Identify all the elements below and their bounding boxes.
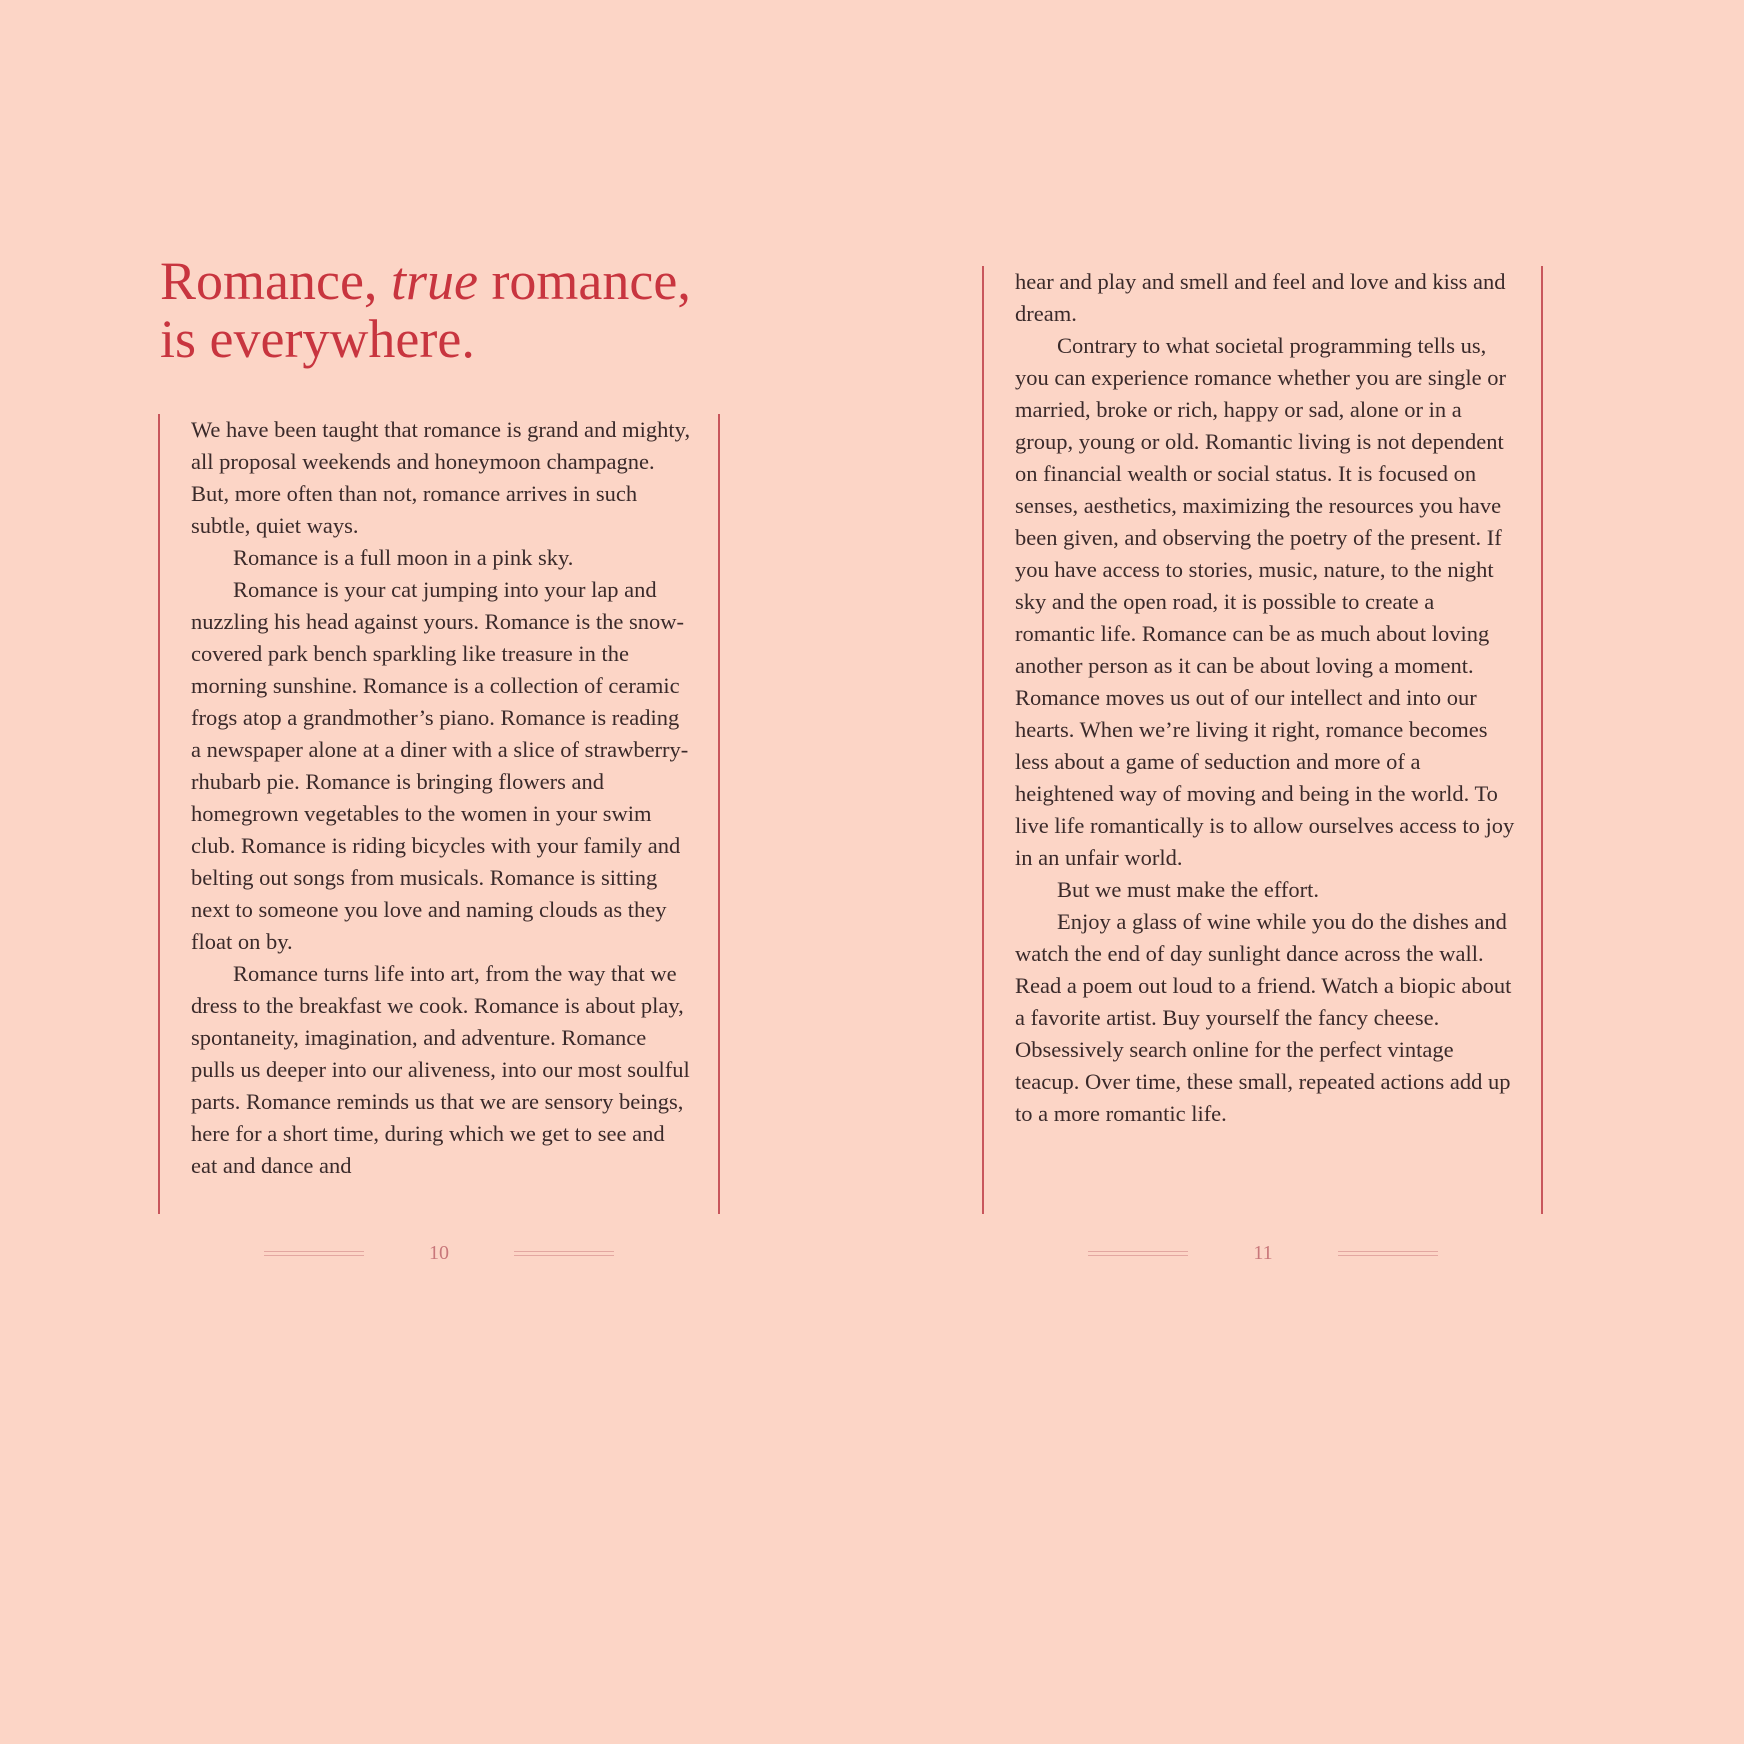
left-paragraph-4: Romance turns life into art, from the way that we dress to the breakfast we cook. Romance is about play, spontaneity, imagination, and adventure. Romance pulls us deeper into our aliveness, into our most soulful parts. Romance reminds us that we are sensory beings, here for a short time, during which we get to see and eat and dance and (191, 961, 690, 1178)
left-paragraph-2: Romance is a full moon in a pink sky. (233, 545, 574, 570)
left-column-left-rule (158, 414, 160, 1214)
left-paragraph-1: We have been taught that romance is grand and mighty, all proposal weekends and honeymoon champagne. But, more often than not, romance arrives in such subtle, quiet ways. (191, 417, 691, 538)
heading-emphasis: true (390, 251, 478, 311)
left-column-right-rule (718, 414, 720, 1214)
heading-line2: is everywhere. (160, 309, 475, 369)
chapter-heading (160, 252, 760, 368)
heading-line1-end: romance, (477, 251, 691, 311)
page-number: 10 (429, 1241, 449, 1264)
right-paragraph-2: Contrary to what societal programming tells us, you can experience romance whether you are single or married, broke or rich, happy or sad, alone or in a group, young or old. Romantic living is not dependent on financial wealth or social status. It is focused on senses, aesthetics, maximizing the resources you have been given, and observing the poetry of the present. If you have access to stories, music, nature, to the night sky and the open road, it is possible to create a romantic life. Romance can be as much about loving another person as it can be about loving a moment. Romance moves us out of our intellect and into our hearts. When we’re living it right, romance becomes less about a game of seduction and more of a heightened way of moving and being in the world. To live life romantically is to allow ourselves access to joy in an unfair world. (1015, 333, 1515, 870)
folio-left-ornament (264, 1251, 364, 1256)
folio-right-ornament (514, 1251, 614, 1256)
left-page-folio (264, 1240, 614, 1266)
right-paragraph-4: Enjoy a glass of wine while you do the dishes and watch the end of day sunlight dance across the wall. Read a poem out loud to a friend. Watch a biopic about a favorite artist. Buy yourself the fancy cheese. Obsessively search online for the perfect vintage teacup. Over time, these small, repeated actions add up to a more romantic life. (1015, 909, 1512, 1126)
right-paragraph-1: hear and play and smell and feel and love and kiss and dream. (1015, 269, 1506, 326)
right-column-right-rule (1541, 266, 1543, 1214)
left-paragraph-3: Romance is your cat jumping into your lap and nuzzling his head against yours. Romance is the snow-covered park bench sparkling like treasure in the morning sunshine. Romance is a collection of ceramic frogs atop a grandmother’s piano. Romance is reading a newspaper alone at a diner with a slice of strawberry-rhubarb pie. Romance is bringing flowers and homegrown vegetables to the women in your swim club. Romance is riding bicycles with your family and belting out songs from musicals. Romance is sitting next to someone you love and naming clouds as they float on by. (191, 577, 689, 954)
right-body-text (1015, 266, 1515, 1130)
folio-right-ornament (1338, 1251, 1438, 1256)
right-page-folio (1088, 1240, 1438, 1266)
right-column-left-rule (982, 266, 984, 1214)
left-body-text (191, 414, 691, 1182)
right-paragraph-3: But we must make the effort. (1057, 877, 1320, 902)
heading-line1-start: Romance, (160, 251, 391, 311)
page-number: 11 (1253, 1241, 1273, 1264)
folio-left-ornament (1088, 1251, 1188, 1256)
